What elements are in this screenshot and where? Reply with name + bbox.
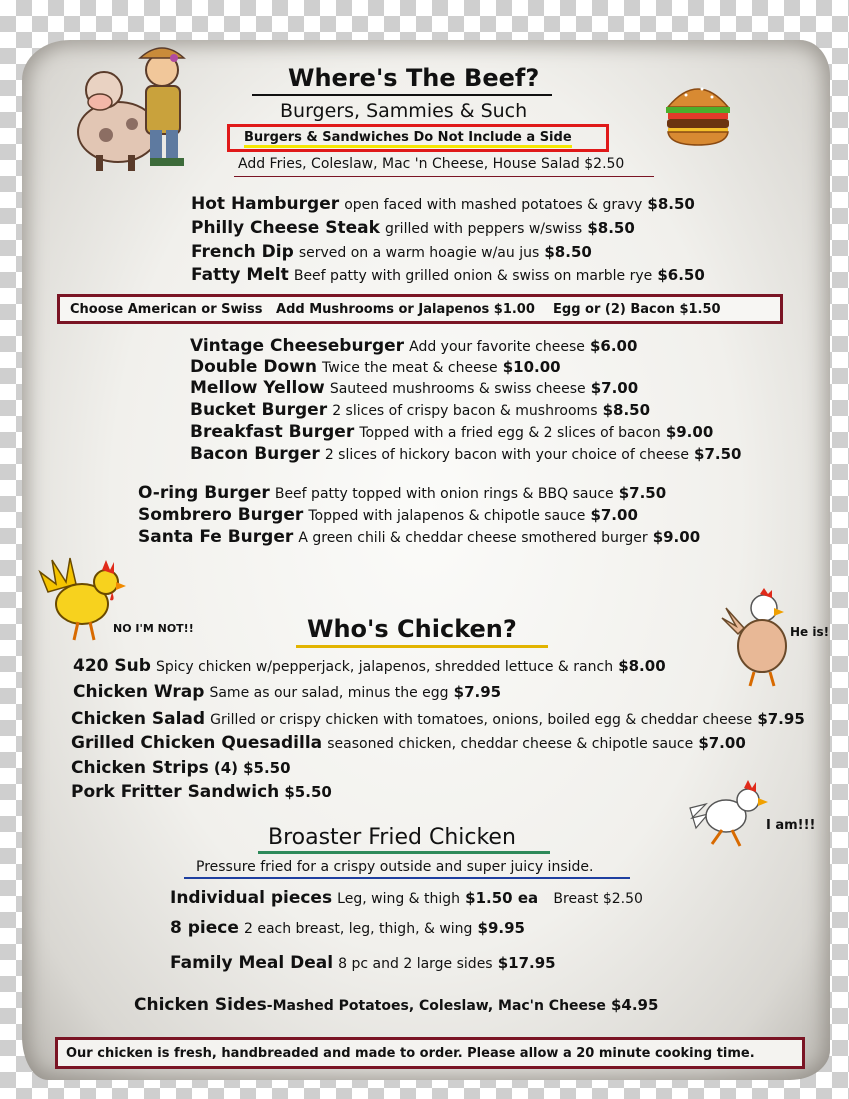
item-price: $17.95 [497, 954, 556, 972]
menu-item [71, 709, 805, 729]
item-price: $8.50 [587, 219, 635, 237]
add-sides-underline [234, 176, 654, 177]
item-extra: Breast $2.50 [553, 891, 643, 907]
item-desc: Beef patty topped with onion rings & BBQ sauce [274, 486, 614, 502]
item-name: 420 Sub [73, 656, 151, 676]
add-sides-note: Add Fries, Coleslaw, Mac 'n Cheese, House Salad $2.50 [238, 156, 625, 172]
item-price: $7.00 [590, 506, 638, 524]
item-desc: Spicy chicken w/pepperjack, jalapenos, shredded lettuce & ranch [156, 659, 614, 675]
item-desc: 2 slices of crispy bacon & mushrooms [332, 403, 598, 419]
item-price: $7.95 [757, 710, 805, 728]
item-price: $9.00 [652, 528, 701, 546]
footer-note: Our chicken is fresh, handbreaded and made to order. Please allow a 20 minute cooking time. [66, 1046, 755, 1061]
item-name: 8 piece [170, 918, 239, 938]
choose-options-box [57, 294, 783, 324]
menu-item [73, 656, 666, 676]
menu-item [190, 378, 638, 398]
item-price: $7.00 [590, 379, 639, 397]
menu-item [138, 505, 638, 525]
item-price: $8.00 [618, 657, 666, 675]
item-desc: Beef patty with grilled onion & swiss on marble rye [293, 268, 653, 284]
menu-item [73, 682, 501, 702]
bubble-right: He is! [790, 625, 830, 639]
choose-options-text: Choose American or Swiss Add Mushrooms or Jalapenos $1.00 Egg or (2) Bacon $1.50 [70, 302, 721, 317]
menu-item [191, 194, 695, 214]
broaster-title-underline [258, 851, 550, 854]
item-desc: (4) [213, 759, 239, 777]
item-desc: Leg, wing & thigh [337, 891, 461, 907]
no-side-note: Burgers & Sandwiches Do Not Include a Side [244, 130, 572, 148]
item-desc: Topped with a fried egg & 2 slices of bacon [359, 425, 661, 441]
item-name: Double Down [190, 357, 317, 377]
menu-item [190, 422, 713, 442]
menu-item [190, 357, 561, 377]
chicken-title-underline [296, 645, 548, 648]
item-name: Individual pieces [170, 888, 333, 908]
section-subtitle-beef: Burgers, Sammies & Such [280, 100, 528, 122]
item-desc: Add your favorite cheese [409, 339, 585, 355]
menu-item [71, 758, 291, 778]
item-price: $8.50 [544, 243, 592, 261]
item-price: $1.50 ea [465, 889, 539, 907]
item-desc: 8 pc and 2 large sides [338, 956, 493, 972]
item-desc: open faced with mashed potatoes & gravy [344, 197, 643, 213]
hamburger-icon [662, 75, 734, 147]
title-underline [252, 94, 552, 96]
menu-item [191, 265, 705, 285]
item-price: $8.50 [602, 401, 651, 419]
menu-item [170, 888, 643, 908]
item-desc: 2 each breast, leg, thigh, & wing [243, 921, 473, 937]
item-name: Philly Cheese Steak [191, 218, 380, 238]
item-desc: 2 slices of hickory bacon with your choice of cheese [324, 447, 689, 463]
item-name: French Dip [191, 242, 294, 262]
item-name: Fatty Melt [191, 265, 289, 285]
menu-item [138, 527, 700, 547]
menu-item [190, 444, 742, 464]
item-name: Sombrero Burger [138, 505, 304, 525]
menu-item [170, 918, 525, 938]
chicken-sides [134, 995, 658, 1015]
item-name: Chicken Wrap [73, 682, 205, 702]
menu-item [71, 733, 746, 753]
item-name: Chicken Strips [71, 758, 209, 778]
item-name: O-ring Burger [138, 483, 270, 503]
item-price: $7.95 [453, 683, 502, 701]
hen-illustration [720, 588, 800, 690]
item-price: $5.50 [243, 759, 291, 777]
sides-name: Chicken Sides [134, 995, 267, 1015]
item-price: $10.00 [502, 358, 561, 376]
running-chicken-illustration [686, 778, 768, 850]
footer-note-box [55, 1037, 805, 1069]
menu-item [71, 782, 332, 802]
item-desc: seasoned chicken, cheddar cheese & chipotle sauce [327, 736, 694, 752]
menu-item [190, 336, 637, 356]
menu-item [190, 400, 650, 420]
item-price: $9.95 [477, 919, 525, 937]
sides-desc: -Mashed Potatoes, Coleslaw, Mac'n Cheese [266, 998, 606, 1014]
item-price: $9.00 [665, 423, 714, 441]
item-desc: Same as our salad, minus the egg [209, 685, 449, 701]
menu-item [138, 483, 666, 503]
item-desc: Twice the meat & cheese [322, 360, 498, 376]
no-side-note-box [227, 124, 609, 152]
item-name: Hot Hamburger [191, 194, 340, 214]
item-desc: Grilled or crispy chicken with tomatoes, onions, boiled egg & cheddar cheese [210, 712, 753, 728]
item-name: Vintage Cheeseburger [190, 336, 405, 356]
item-name: Santa Fe Burger [138, 527, 294, 547]
item-desc: A green chili & cheddar cheese smothered burger [298, 530, 648, 546]
item-name: Breakfast Burger [190, 422, 355, 442]
item-price: $5.50 [284, 783, 332, 801]
menu-item [170, 953, 556, 973]
bubble-left: NO I'M NOT!! [113, 622, 194, 635]
broaster-subtitle: Pressure fried for a crispy outside and super juicy inside. [196, 859, 594, 875]
item-price: $7.50 [618, 484, 667, 502]
item-name: Bucket Burger [190, 400, 328, 420]
item-price: $7.50 [694, 445, 742, 463]
item-price: $6.00 [589, 337, 638, 355]
item-name: Chicken Salad [71, 709, 206, 729]
broaster-subtitle-underline [184, 877, 630, 879]
item-desc: Topped with jalapenos & chipotle sauce [308, 508, 586, 524]
item-name: Grilled Chicken Quesadilla [71, 733, 323, 753]
item-name: Pork Fritter Sandwich [71, 782, 280, 802]
item-name: Bacon Burger [190, 444, 320, 464]
section-title-chicken: Who's Chicken? [307, 615, 517, 643]
item-desc: grilled with peppers w/swiss [385, 221, 583, 237]
item-price: $6.50 [657, 266, 705, 284]
item-desc: Sauteed mushrooms & swiss cheese [329, 381, 586, 397]
item-name: Mellow Yellow [190, 378, 325, 398]
bubble-bottom: I am!!! [766, 818, 816, 833]
item-desc: served on a warm hoagie w/au jus [298, 245, 540, 261]
item-price: $7.00 [698, 734, 746, 752]
section-title-beef: Where's The Beef? [288, 64, 540, 92]
item-price: $8.50 [647, 195, 695, 213]
menu-item [191, 242, 592, 262]
menu-item [191, 218, 635, 238]
item-name: Family Meal Deal [170, 953, 334, 973]
cow-farmer-illustration [70, 40, 215, 175]
sides-price: $4.95 [610, 996, 659, 1014]
section-title-broaster: Broaster Fried Chicken [268, 825, 516, 850]
